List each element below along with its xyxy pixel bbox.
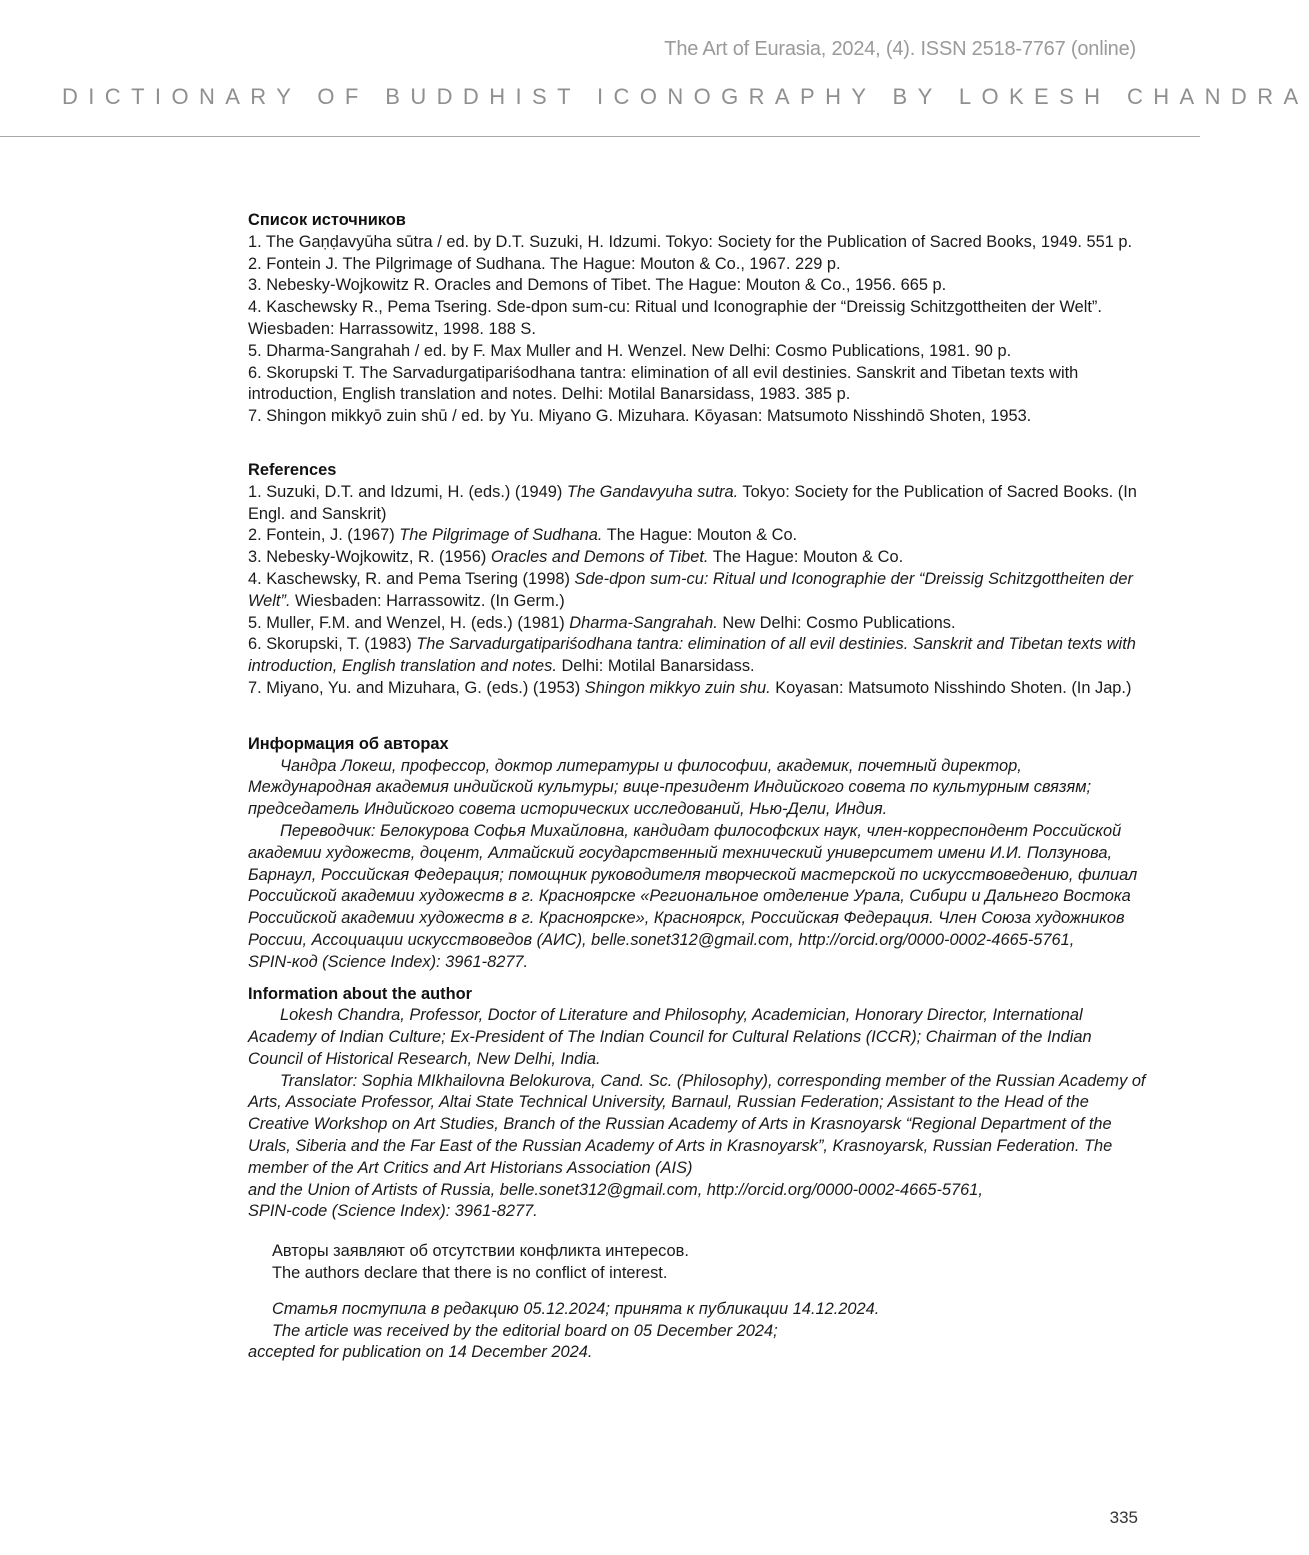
list-item	[248, 613, 1148, 635]
running-title: DICTIONARY OF BUDDHIST ICONOGRAPHY BY LOKESH CHANDRA	[62, 84, 1309, 109]
ref-publisher: Delhi: Motilal Banarsidass.	[556, 657, 755, 676]
list-item: 3. Nebesky-Wojkowitz R. Oracles and Demons of Tibet. The Hague: Mouton & Co., 1956. 665 p.	[248, 276, 947, 295]
ref-publisher: Wiesbaden: Harrassowitz. (In Germ.)	[290, 591, 565, 610]
dates-en-accepted: accepted for publication on 14 December 2024.	[248, 1343, 593, 1362]
dates-en-received: The article was received by the editorial board on 05 December 2024;	[272, 1321, 778, 1340]
section-heading: Список источников	[248, 211, 406, 229]
ref-publisher: New Delhi: Cosmo Publications.	[717, 613, 956, 632]
translator-paragraph-cont: and the Union of Artists of Russia, belle.sonet312@gmail.com, http://orcid.org/0000-0002-4665-5761,	[248, 1180, 983, 1199]
ref-publisher: The Hague: Mouton & Co.	[602, 526, 798, 545]
list-item: 7. Shingon mikkyō zuin shū / ed. by Yu. Miyano G. Mizuhara. Kōyasan: Matsumoto Nisshindō Shoten, 1953.	[248, 407, 1032, 426]
list-item	[248, 525, 1148, 547]
list-item	[248, 482, 1148, 526]
section-heading: Information about the author	[248, 984, 472, 1003]
section-heading: References	[248, 460, 337, 479]
conflict-statement	[248, 1241, 1148, 1285]
ref-title: Dharma-Sangrahah.	[569, 613, 718, 632]
authors-en-section	[248, 984, 1148, 1224]
article-dates	[248, 1299, 1148, 1364]
ref-author: 7. Miyano, Yu. and Mizuhara, G. (eds.) (1953)	[248, 678, 585, 697]
ref-author: 3. Nebesky-Wojkowitz, R. (1956)	[248, 548, 491, 567]
ref-author: 1. Suzuki, D.T. and Idzumi, H. (eds.) (1949)	[248, 482, 567, 501]
ref-title: Oracles and Demons of Tibet.	[490, 548, 709, 567]
page-number: 335	[1109, 1508, 1138, 1527]
ref-author: 6. Skorupski, T. (1983)	[248, 635, 417, 654]
article-content	[248, 210, 1148, 1364]
header-divider	[0, 136, 1200, 137]
ref-title: The Gandavyuha sutra.	[566, 482, 739, 501]
ref-publisher: Tokyo: Society for the Publication of Sacred Books. (In Engl. and Sanskrit)	[248, 482, 1137, 523]
list-item: 4. Kaschewsky R., Pema Tsering. Sde-dpon sum-cu: Ritual und Iconographie der “Dreissig Schitzgottheiten der Welt”. Wiesbaden: Harrassowitz, 1998. 188 S.	[248, 298, 1102, 338]
ref-author: 5. Muller, F.M. and Wenzel, H. (eds.) (1981)	[248, 613, 570, 632]
list-item	[248, 569, 1148, 613]
ref-author: 2. Fontein, J. (1967)	[248, 526, 400, 545]
conflict-en: The authors declare that there is no conflict of interest.	[272, 1264, 668, 1283]
author-paragraph: Чандра Локеш, профессор, доктор литературы и философии, академик, почетный директор, Международная академия индийской культуры; вице-президент Индийского совета по культурным связям; председатель Индийского совета исторических исследований, Нью-Дели, Индия.	[248, 756, 1092, 819]
references-section	[248, 460, 1148, 700]
conflict-ru: Авторы заявляют об отсутствии конфликта интересов.	[272, 1242, 689, 1261]
ref-publisher: The Hague: Mouton & Co.	[708, 548, 904, 567]
ref-title: The Pilgrimage of Sudhana.	[399, 526, 603, 545]
ref-title: Sde-dpon sum-cu: Ritual und Iconographie der “Dreissig Schitzgottheiten der Welt”.	[248, 569, 1133, 610]
list-item: 6. Skorupski T. The Sarvadurgatipariśodhana tantra: elimination of all evil destinies. Sanskrit and Tibetan texts with introduction, English translation and notes. Delhi: Motilal Banarsidass, 1983. 385 p.	[248, 363, 1079, 404]
ref-title: The Sarvadurgatipariśodhana tantra: elimination of all evil destinies. Sanskrit and Tibetan texts with introduction, English translation and notes.	[248, 635, 1136, 676]
list-item	[248, 634, 1148, 678]
ref-title: Shingon mikkyo zuin shu.	[584, 678, 771, 697]
ref-author: 4. Kaschewsky, R. and Pema Tsering (1998)	[248, 569, 575, 588]
list-item	[248, 678, 1148, 700]
list-item: 1. The Gaṇḍavyūha sūtra / ed. by D.T. Suzuki, H. Idzumi. Tokyo: Society for the Publication of Sacred Books, 1949. 551 p.	[248, 232, 1133, 251]
author-paragraph: Lokesh Chandra, Professor, Doctor of Literature and Philosophy, Academician, Honorary Director, International Academy of Indian Culture; Ex-President of The Indian Council for Cultural Relations (ICCR); Chairman of the Indian Council of Historical Research, New Delhi, India.	[248, 1006, 1092, 1068]
section-heading: Информация об авторах	[248, 734, 449, 753]
list-item: 5. Dharma-Sangrahah / ed. by F. Max Muller and H. Wenzel. New Delhi: Cosmo Publications, 1981. 90 p.	[248, 341, 1012, 360]
translator-paragraph: Translator: Sophia MIkhailovna Belokurova, Cand. Sc. (Philosophy), corresponding member of the Russian Academy of Arts, Associate Professor, Altai State Technical University, Barnaul, Russian Federation; Assistant to the Head of the Creative Workshop on Art Studies, Branch of the Russian Academy of Arts in Krasnoyarsk “Regional Department of the Urals, Siberia and the Far East of the Russian Academy of Arts in Krasnoyarsk”, Krasnoyarsk, Russian Federation. The member of the Art Critics and Art Historians Association (AIS)	[248, 1071, 1146, 1177]
spin-code: SPIN-code (Science Index): 3961-8277.	[248, 1202, 538, 1221]
ref-publisher: Koyasan: Matsumoto Nisshindo Shoten. (In Jap.)	[770, 678, 1132, 697]
dates-ru: Статья поступила в редакцию 05.12.2024; принята к публикации 14.12.2024.	[272, 1299, 880, 1318]
list-item	[248, 547, 1148, 569]
journal-header: The Art of Eurasia, 2024, (4). ISSN 2518-7767 (online)	[664, 38, 1136, 60]
translator-paragraph: Переводчик: Белокурова Софья Михайловна, кандидат философских наук, член-корреспондент Российской академии художеств, доцент, Алтайский государственный технический университет имени И.И. Ползунова, Барнаул, Российская Федерация; помощник руководителя творческой мастерской по искусствоведению, филиал Российской академии художеств в г. Красноярске «Региональное отделение Урала, Сибири и Дальнего Востока Российской академии художеств в г. Красноярске», Красноярск, Российская Федерация. Член Союза художников России, Ассоциации искусствоведов (АИС), belle.sonet312@gmail.com, http://orcid.org/0000-0002-4665-5761,	[248, 821, 1138, 949]
sources-ru-section	[248, 210, 1148, 428]
list-item: 2. Fontein J. The Pilgrimage of Sudhana. The Hague: Mouton & Co., 1967. 229 p.	[248, 254, 841, 273]
spin-code: SPIN-код (Science Index): 3961-8277.	[248, 952, 529, 971]
authors-ru-section	[248, 734, 1148, 974]
